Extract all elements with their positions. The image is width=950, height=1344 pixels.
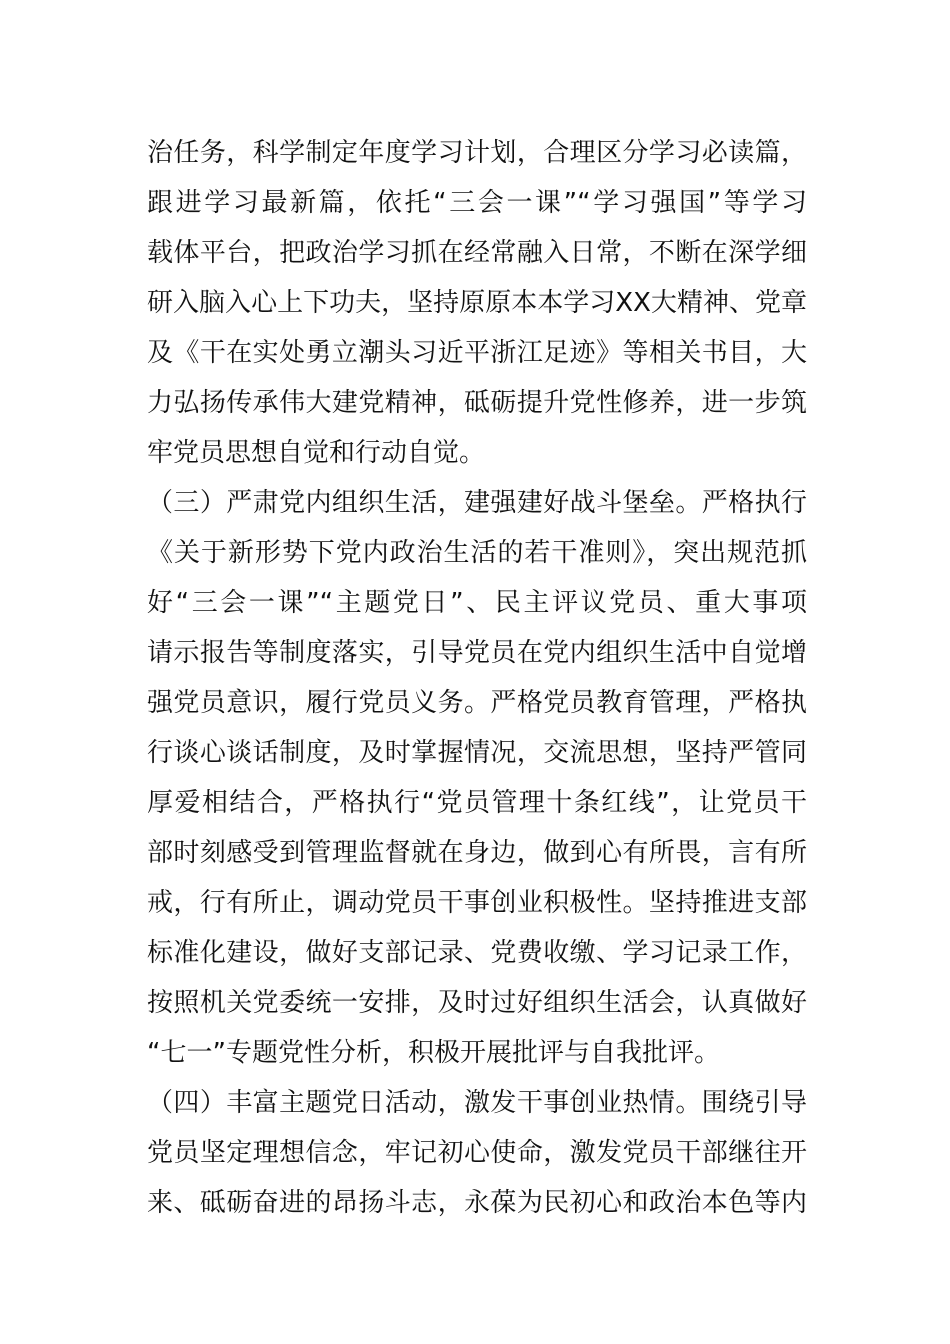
- text-line: 牢党员思想自觉和行动自觉。: [147, 438, 486, 468]
- text-line: 《关于新形势下党内政治生活的若干准则》，突出规范抓: [147, 538, 807, 568]
- text-line: 力弘扬传承伟大建党精神，砥砺提升党性修养，进一步筑: [147, 388, 807, 418]
- text-line: 研入脑入心上下功夫，坚持原原本本学习XX大精神、党章: [147, 288, 807, 318]
- text-line: 跟进学习最新篇，依托“三会一课”“学习强国”等学习: [147, 188, 807, 218]
- text-line: 载体平台，把政治学习抓在经常融入日常，不断在深学细: [147, 238, 807, 268]
- text-line: 厚爱相结合，严格执行“党员管理十条红线”，让党员干: [147, 788, 807, 818]
- text-line: 党员坚定理想信念，牢记初心使命，激发党员干部继往开: [147, 1138, 807, 1168]
- text-line: 来、砥砺奋进的昂扬斗志，永葆为民初心和政治本色等内: [147, 1188, 807, 1218]
- text-line: 好“三会一课”“主题党日”、民主评议党员、重大事项: [147, 588, 807, 618]
- body-text: [147, 128, 807, 1228]
- text-line: 标准化建设，做好支部记录、党费收缴、学习记录工作，: [147, 938, 807, 968]
- text-line: 部时刻感受到管理监督就在身边，做到心有所畏，言有所: [147, 838, 807, 868]
- text-line: （三）严肃党内组织生活，建强建好战斗堡垒。严格执行: [147, 488, 807, 518]
- text-line: 及《干在实处勇立潮头习近平浙江足迹》等相关书目，大: [147, 338, 807, 368]
- text-line: 按照机关党委统一安排，及时过好组织生活会，认真做好: [147, 988, 807, 1018]
- text-line: 治任务，科学制定年度学习计划，合理区分学习必读篇，: [147, 138, 807, 168]
- text-line: （四）丰富主题党日活动，激发干事创业热情。围绕引导: [147, 1088, 807, 1118]
- text-line: 强党员意识，履行党员义务。严格党员教育管理，严格执: [147, 688, 807, 718]
- text-line: “七一”专题党性分析，积极开展批评与自我批评。: [147, 1038, 720, 1068]
- text-line: 行谈心谈话制度，及时掌握情况，交流思想，坚持严管同: [147, 738, 807, 768]
- text-line: 请示报告等制度落实，引导党员在党内组织生活中自觉增: [147, 638, 807, 668]
- text-line: 戒，行有所止，调动党员干事创业积极性。坚持推进支部: [147, 888, 807, 918]
